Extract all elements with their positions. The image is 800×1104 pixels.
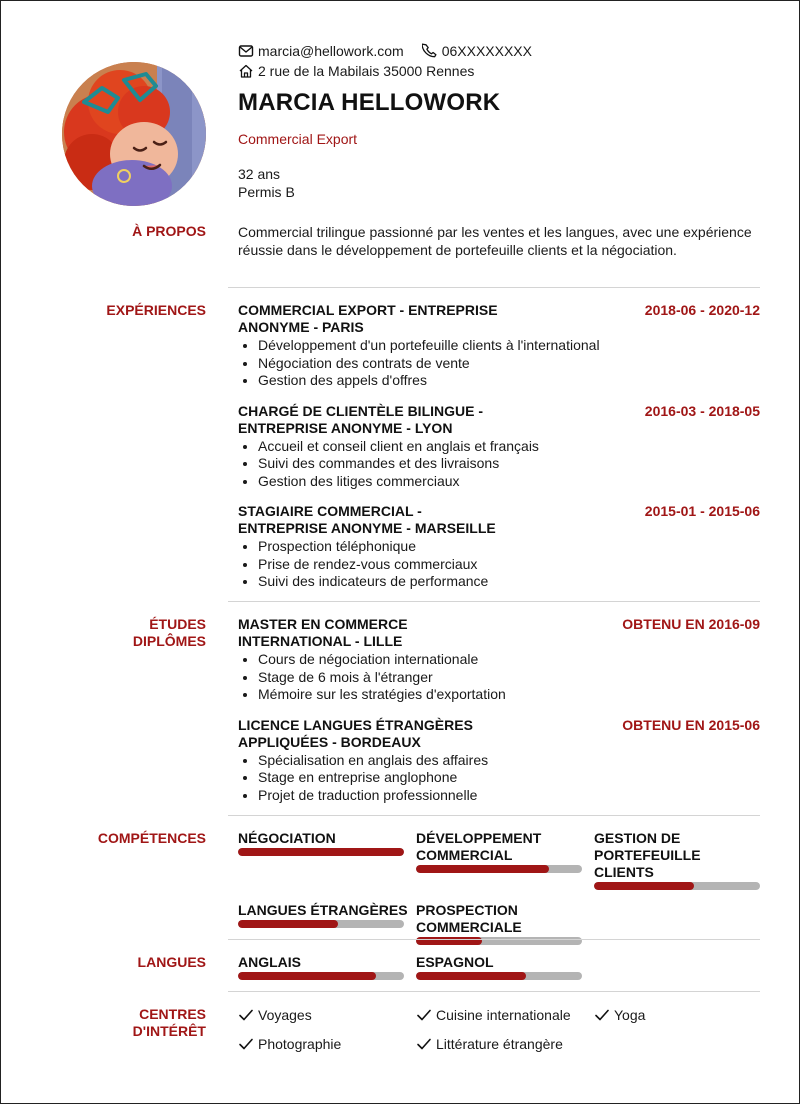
experience-list xyxy=(238,302,760,604)
entry-bullets xyxy=(238,752,760,805)
entry-item xyxy=(238,302,760,390)
entry-title: MASTER EN COMMERCE INTERNATIONAL - LILLE xyxy=(238,616,408,649)
skill-item xyxy=(416,830,594,890)
divider xyxy=(228,815,760,816)
level-bar xyxy=(594,882,760,890)
level-bar xyxy=(238,920,404,928)
interests-title-line2: D'INTÉRÊT xyxy=(132,1023,206,1039)
skill-name: PROSPECTION COMMERCIALE xyxy=(416,902,522,935)
checkmark-icon xyxy=(238,1036,254,1052)
entry-date: 2015-01 - 2015-06 xyxy=(644,503,760,519)
address-text: 2 rue de la Mabilais 35000 Rennes xyxy=(258,63,475,79)
entry-bullets xyxy=(238,651,760,704)
interest-label: Photographie xyxy=(258,1036,342,1052)
language-item xyxy=(416,954,594,980)
interest-item xyxy=(238,1006,416,1024)
interest-item xyxy=(416,1006,594,1024)
phone-text[interactable]: 06XXXXXXXX xyxy=(441,43,532,59)
language-item xyxy=(238,954,416,980)
entry-date: 2018-06 - 2020-12 xyxy=(644,302,760,318)
level-bar xyxy=(238,848,404,856)
about-title: À PROPOS xyxy=(132,223,206,239)
bullet-item: • Développement d'un portefeuille clients à l'international xyxy=(258,337,760,355)
bullet-item: • Gestion des appels d'offres xyxy=(258,372,760,390)
entry-bullets xyxy=(238,538,760,591)
interest-item xyxy=(594,1006,764,1024)
home-icon xyxy=(238,63,254,79)
license-text: Permis B xyxy=(238,184,295,200)
bullet-item: • Spécialisation en anglais des affaires xyxy=(258,752,760,770)
skill-name: NÉGOCIATION xyxy=(238,830,336,846)
entry-title: STAGIAIRE COMMERCIAL - ENTREPRISE ANONYME - MARSEILLE xyxy=(238,503,496,536)
entry-bullets xyxy=(238,337,760,390)
level-bar xyxy=(416,865,582,873)
education-title-line2: DIPLÔMES xyxy=(132,633,206,649)
bullet-item: • Prise de rendez-vous commerciaux xyxy=(258,556,760,574)
candidate-name: MARCIA HELLOWORK xyxy=(238,89,501,116)
interest-item xyxy=(238,1035,416,1053)
interests-title xyxy=(61,1006,206,1040)
bullet-item: • Projet de traduction professionnelle xyxy=(258,787,760,805)
level-bar xyxy=(416,972,582,980)
entry-title: COMMERCIAL EXPORT - ENTREPRISE ANONYME - PARIS xyxy=(238,302,498,335)
entry-header xyxy=(238,616,760,650)
interest-item xyxy=(416,1035,594,1053)
entry-item xyxy=(238,503,760,591)
email-text[interactable]: marcia@hellowork.com xyxy=(258,43,404,59)
languages-title: LANGUES xyxy=(137,954,206,970)
level-bar-fill xyxy=(238,848,404,856)
skills-list xyxy=(238,830,760,945)
bullet-item: • Accueil et conseil client en anglais et français xyxy=(258,438,760,456)
job-title: Commercial Export xyxy=(238,131,358,147)
education-list xyxy=(238,616,760,817)
bullet-item: • Suivi des indicateurs de performance xyxy=(258,573,760,591)
interest-label: Yoga xyxy=(614,1007,646,1023)
divider xyxy=(228,601,760,602)
entry-item xyxy=(238,616,760,704)
level-bar-fill xyxy=(416,972,526,980)
interest-label: Littérature étrangère xyxy=(436,1036,563,1052)
divider xyxy=(228,287,760,288)
divider xyxy=(228,939,760,940)
entry-item xyxy=(238,717,760,805)
entry-title: CHARGÉ DE CLIENTÈLE BILINGUE - ENTREPRISE ANONYME - LYON xyxy=(238,402,484,436)
entry-date: OBTENU EN 2015-06 xyxy=(622,716,760,733)
bullet-item: • Suivi des commandes et des livraisons xyxy=(258,455,760,473)
contact-line-1 xyxy=(238,41,763,61)
skill-item xyxy=(594,830,764,890)
entry-header xyxy=(238,302,760,336)
skill-name: ESPAGNOL xyxy=(416,954,494,970)
level-bar-fill xyxy=(238,920,338,928)
level-bar-fill xyxy=(416,865,549,873)
skills-title: COMPÉTENCES xyxy=(97,830,206,846)
bullet-item: • Négociation des contrats de vente xyxy=(258,355,760,373)
personal-info xyxy=(238,165,763,201)
level-bar xyxy=(238,972,404,980)
skill-name: ANGLAIS xyxy=(238,954,301,970)
experience-title: EXPÉRIENCES xyxy=(106,302,206,318)
education-title-line1: ÉTUDES xyxy=(149,616,206,632)
checkmark-icon xyxy=(416,1036,432,1052)
interests-title-line1: CENTRES xyxy=(139,1006,206,1022)
divider xyxy=(228,991,760,992)
skill-name: GESTION DE PORTEFEUILLE CLIENTS xyxy=(594,830,701,880)
entry-date: 2016-03 - 2018-05 xyxy=(644,402,760,419)
entry-header xyxy=(238,403,760,437)
checkmark-icon xyxy=(594,1007,610,1023)
checkmark-icon xyxy=(416,1007,432,1023)
level-bar-fill xyxy=(238,972,376,980)
contact-line-2 xyxy=(238,61,763,81)
about-text: Commercial trilingue passionné par les ventes et les langues, avec une expérience réussie dans le développement de portefeuille clients et la négociation. xyxy=(238,224,752,258)
email-icon xyxy=(238,43,254,59)
profile-photo xyxy=(62,62,206,206)
bullet-item: • Gestion des litiges commerciaux xyxy=(258,473,760,491)
skill-name: LANGUES ÉTRANGÈRES xyxy=(238,902,408,918)
entry-header xyxy=(238,717,760,751)
phone-icon xyxy=(422,43,438,59)
bullet-item: • Cours de négociation internationale xyxy=(258,651,760,669)
education-title xyxy=(61,616,206,650)
checkmark-icon xyxy=(238,1007,254,1023)
languages-list xyxy=(238,954,760,980)
interest-label: Voyages xyxy=(258,1007,312,1023)
entry-header xyxy=(238,503,760,537)
interest-label: Cuisine internationale xyxy=(436,1007,571,1023)
header xyxy=(238,41,763,201)
skill-name: DÉVELOPPEMENT COMMERCIAL xyxy=(416,830,542,863)
entry-bullets xyxy=(238,438,760,491)
avatar-illustration-icon xyxy=(62,62,206,206)
age-text: 32 ans xyxy=(238,166,281,182)
bullet-item: • Mémoire sur les stratégies d'exportation xyxy=(258,686,760,704)
bullet-item: • Stage en entreprise anglophone xyxy=(258,769,760,787)
skill-item xyxy=(238,830,416,890)
entry-item xyxy=(238,403,760,491)
entry-title: LICENCE LANGUES ÉTRANGÈRES APPLIQUÉES - BORDEAUX xyxy=(238,716,473,750)
level-bar-fill xyxy=(594,882,694,890)
interests-list xyxy=(238,1006,760,1053)
entry-date: OBTENU EN 2016-09 xyxy=(622,616,760,632)
bullet-item: • Prospection téléphonique xyxy=(258,538,760,556)
bullet-item: • Stage de 6 mois à l'étranger xyxy=(258,669,760,687)
